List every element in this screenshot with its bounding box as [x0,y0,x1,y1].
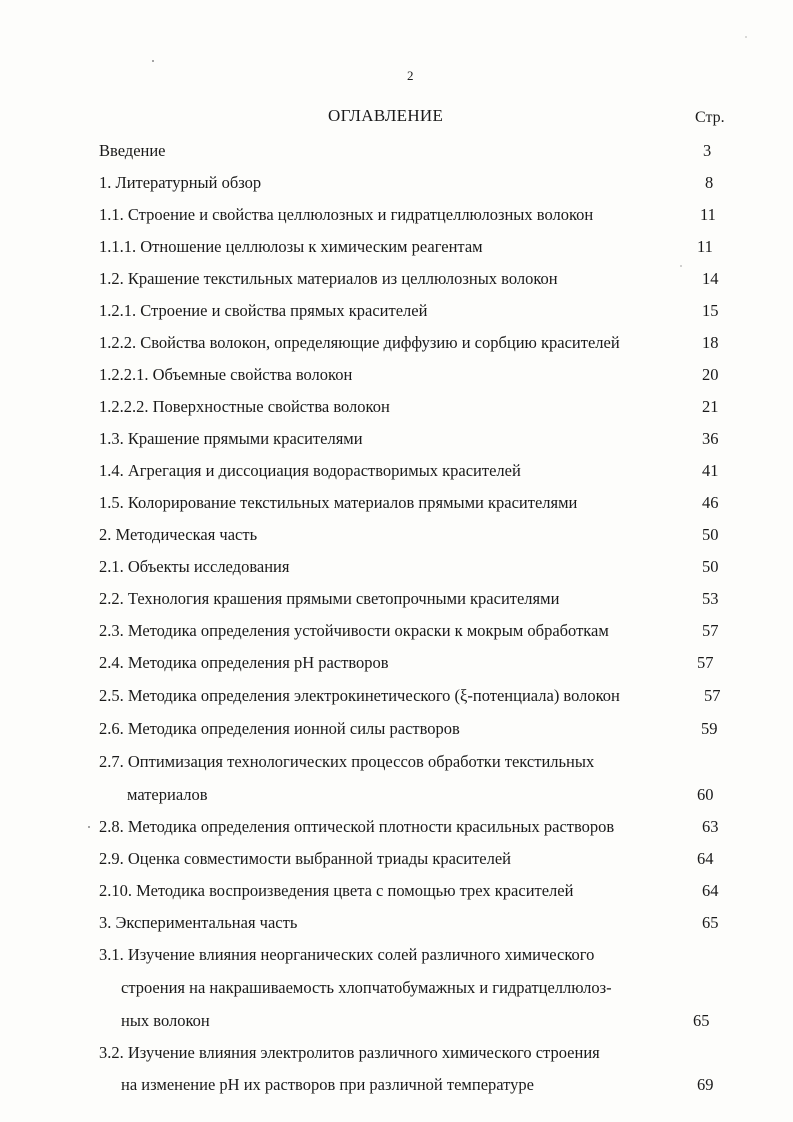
toc-entry-page: 3 [703,141,712,160]
toc-entry-text: ных волокон [121,1011,210,1030]
toc-entry-text: 3.2. Изучение влияния электролитов различного химического строения [99,1043,600,1062]
toc-entry-text: на изменение рН их растворов при различной температуре [121,1075,534,1094]
toc-entry-text: 2.6. Методика определения ионной силы растворов [99,719,460,738]
toc-entry-text: 1.5. Колорирование текстильных материалов прямыми красителями [99,493,578,512]
scan-speck [745,36,747,38]
toc-entry-text: 2. Методическая часть [99,525,258,544]
scan-speck [680,265,682,267]
toc-entry-text: 1.4. Агрегация и диссоциация водорастворимых красителей [99,461,521,480]
toc-entry-page: 46 [702,493,719,512]
toc-entry-page: 50 [702,557,719,576]
toc-heading: ОГЛАВЛЕНИЕ [328,106,444,125]
toc-entry-page: 53 [702,589,719,608]
toc-entry-text: 2.5. Методика определения электрокинетического (ξ-потенциала) волокон [99,686,620,705]
toc-entry-text: 1. Литературный обзор [99,173,262,192]
toc-entry-text: 1.2.2.1. Объемные свойства волокон [99,365,353,384]
toc-entry-page: 64 [702,881,719,900]
toc-entry-text: 2.2. Технология крашения прямыми светопрочными красителями [99,589,560,608]
toc-entry-text: 1.2.1. Строение и свойства прямых красителей [99,301,428,320]
toc-entry-text: 1.2.2.2. Поверхностные свойства волокон [99,397,390,416]
toc-entry-page: 8 [705,173,714,192]
toc-entry-text: 1.2.2. Свойства волокон, определяющие диффузию и сорбцию красителей [99,333,620,352]
toc-entry-text: 2.10. Методика воспроизведения цвета с помощью трех красителей [99,881,574,900]
toc-entry-page: 11 [697,237,713,256]
toc-entry-text: 2.9. Оценка совместимости выбранной триады красителей [99,849,512,868]
toc-entry-page: 57 [697,653,714,672]
toc-entry-text: 3. Экспериментальная часть [99,913,298,932]
toc-entry-page: 20 [702,365,719,384]
toc-entry-page: 60 [697,785,714,804]
toc-entry-text: 3.1. Изучение влияния неорганических солей различного химического [99,945,595,964]
toc-entry-text: 1.1. Строение и свойства целлюлозных и гидратцеллюлозных волокон [99,205,594,224]
toc-entry-page: 15 [702,301,719,320]
toc-entry-page: 57 [702,621,719,640]
toc-entry-page: 18 [702,333,719,352]
toc-entry-page: 57 [704,686,721,705]
toc-entry-page: 59 [701,719,718,738]
scan-speck [152,60,154,62]
toc-entry-text: 2.4. Методика определения рН растворов [99,653,389,672]
toc-entry-page: 69 [697,1075,714,1094]
toc-entry-text: 1.2. Крашение текстильных материалов из целлюлозных волокон [99,269,558,288]
toc-entry-text: 2.1. Объекты исследования [99,557,290,576]
toc-entry-page: 63 [702,817,719,836]
toc-entry-page: 21 [702,397,719,416]
toc-entry-text: материалов [127,785,208,804]
toc-entry-page: 50 [702,525,719,544]
page-column-label: Стр. [695,109,725,126]
toc-entry-page: 65 [702,913,719,932]
toc-entry-text: 2.3. Методика определения устойчивости окраски к мокрым обработкам [99,621,609,640]
toc-entry-page: 65 [693,1011,710,1030]
toc-entry-text: 2.7. Оптимизация технологических процессов обработки текстильных [99,752,595,771]
toc-entry-page: 11 [700,205,716,224]
toc-entry-page: 41 [702,461,719,480]
toc-entry-text: строения на накрашиваемость хлопчатобумажных и гидратцеллюлоз- [121,978,612,997]
toc-entry-text: 2.8. Методика определения оптической плотности красильных растворов [99,817,615,836]
toc-entry-text: 1.1.1. Отношение целлюлозы к химическим реагентам [99,237,483,256]
toc-entry-text: Введение [99,141,166,160]
scan-speck [88,826,90,828]
toc-entry-text: 1.3. Крашение прямыми красителями [99,429,363,448]
toc-entry-page: 36 [702,429,719,448]
page-number: 2 [407,68,414,83]
toc-entry-page: 14 [702,269,719,288]
toc-entry-page: 64 [697,849,714,868]
